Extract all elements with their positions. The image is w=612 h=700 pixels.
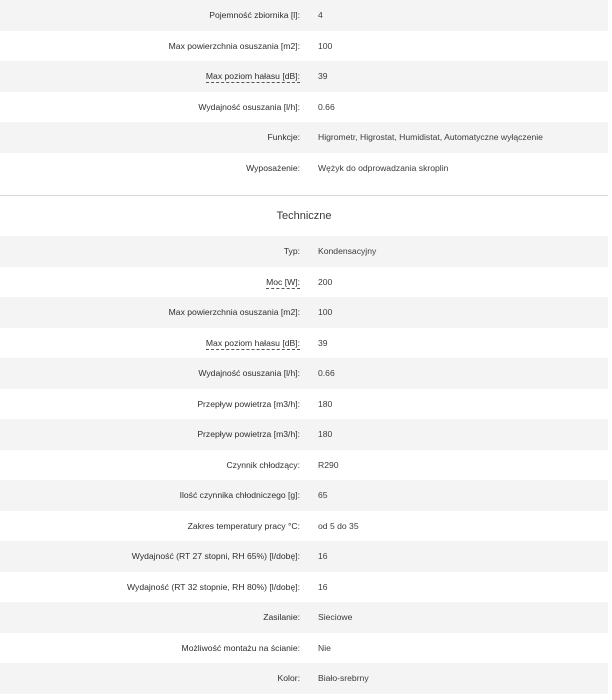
spec-value: 180 (318, 429, 333, 440)
spec-row-equipment (0, 153, 608, 184)
spec-value: Kondensacyjny (318, 246, 377, 257)
spec-value: 180 (318, 398, 333, 409)
section-heading-technical: Techniczne (276, 210, 332, 222)
spec-row-power-supply (0, 602, 608, 633)
spec-label (0, 490, 306, 500)
spec-value: Wężyk do odprowadzania skroplin (318, 162, 449, 173)
spec-row-drying-capacity (0, 92, 608, 123)
spec-label (0, 582, 306, 592)
spec-label-text: Wyposażenie: (246, 162, 300, 173)
spec-row-functions (0, 122, 608, 153)
spec-row-airflow (0, 419, 608, 450)
spec-value: 0.66 (318, 101, 335, 112)
spec-row-refrigerant (0, 450, 608, 481)
spec-value: R290 (318, 459, 339, 470)
spec-value: 39 (318, 71, 328, 82)
spec-value: 65 (318, 490, 328, 501)
spec-row-max-drying-area (0, 31, 608, 62)
spec-row-max-noise-level (0, 328, 608, 359)
spec-label (0, 71, 306, 81)
spec-label-text: Wydajność (RT 32 stopnie, RH 80%) [l/dobę]: (127, 581, 300, 592)
spec-label (0, 277, 306, 287)
spec-label-text: Zakres temperatury pracy °C: (187, 520, 300, 531)
spec-row-wall-mounting (0, 633, 608, 664)
spec-value: 16 (318, 551, 328, 562)
spec-row-type (0, 236, 608, 267)
spec-value: 0.66 (318, 368, 335, 379)
spec-row-max-drying-area (0, 297, 608, 328)
spec-label-text: Funkcje: (267, 132, 300, 143)
spec-row-color (0, 663, 608, 694)
spec-row-tank-capacity (0, 0, 608, 31)
spec-label (0, 338, 306, 348)
spec-label-text: Przepływ powietrza [m3/h]: (197, 398, 300, 409)
spec-row-airflow (0, 389, 608, 420)
spec-value: od 5 do 35 (318, 520, 359, 531)
spec-label-text: Pojemność zbiornika [l]: (209, 10, 300, 21)
spec-label (0, 429, 306, 439)
spec-label-text: Ilość czynnika chłodniczego [g]: (179, 490, 300, 501)
spec-value: 16 (318, 581, 328, 592)
spec-value: 39 (318, 337, 328, 348)
spec-row-operating-temperature (0, 511, 608, 542)
spec-value: Biało-srebrny (318, 673, 369, 684)
spec-label-text: Przepływ powietrza [m3/h]: (197, 429, 300, 440)
spec-label (0, 399, 306, 409)
spec-label (0, 132, 306, 142)
spec-label-text: Czynnik chłodzący: (226, 459, 300, 470)
spec-row-capacity-rt27 (0, 541, 608, 572)
spec-value: 4 (318, 10, 323, 21)
spec-row-max-noise-level (0, 61, 608, 92)
spec-label (0, 460, 306, 470)
spec-value: 100 (318, 307, 333, 318)
spec-row-power (0, 267, 608, 298)
general-spec-section (0, 0, 608, 183)
spec-value: Higrometr, Higrostat, Humidistat, Automatyczne wyłączenie (318, 132, 543, 143)
spec-row-drying-capacity (0, 358, 608, 389)
spec-label-tooltip-trigger[interactable]: Max poziom hałasu [dB]: (205, 337, 300, 348)
spec-value: 200 (318, 276, 333, 287)
spec-row-refrigerant-amount (0, 480, 608, 511)
spec-label-text: Max powierzchnia osuszania [m2]: (168, 307, 300, 318)
spec-label-text: Kolor: (277, 673, 300, 684)
spec-label (0, 246, 306, 256)
spec-label (0, 41, 306, 51)
spec-label-text: Możliwość montażu na ścianie: (181, 642, 300, 653)
spec-label-tooltip-trigger[interactable]: Max poziom hałasu [dB]: (205, 71, 300, 82)
spec-label (0, 673, 306, 683)
spec-row-capacity-rt32 (0, 572, 608, 603)
spec-value: Sieciowe (318, 612, 353, 623)
spec-label (0, 551, 306, 561)
spec-label-text: Wydajność osuszania [l/h]: (198, 368, 300, 379)
spec-value: 100 (318, 40, 333, 51)
spec-label (0, 612, 306, 622)
technical-spec-section (0, 236, 608, 694)
spec-label-text: Typ: (283, 246, 300, 257)
spec-label (0, 307, 306, 317)
spec-label-text: Wydajność osuszania [l/h]: (198, 101, 300, 112)
spec-label-tooltip-trigger[interactable]: Moc [W]: (266, 276, 300, 287)
spec-label-text: Max powierzchnia osuszania [m2]: (168, 40, 300, 51)
spec-label-text: Zasilanie: (263, 612, 300, 623)
spec-label (0, 368, 306, 378)
spec-value: Nie (318, 642, 331, 653)
spec-label (0, 163, 306, 173)
spec-label (0, 521, 306, 531)
spec-label-text: Wydajność (RT 27 stopni, RH 65%) [l/dobę]: (131, 551, 300, 562)
spec-label (0, 643, 306, 653)
spec-label (0, 10, 306, 20)
spec-label (0, 102, 306, 112)
